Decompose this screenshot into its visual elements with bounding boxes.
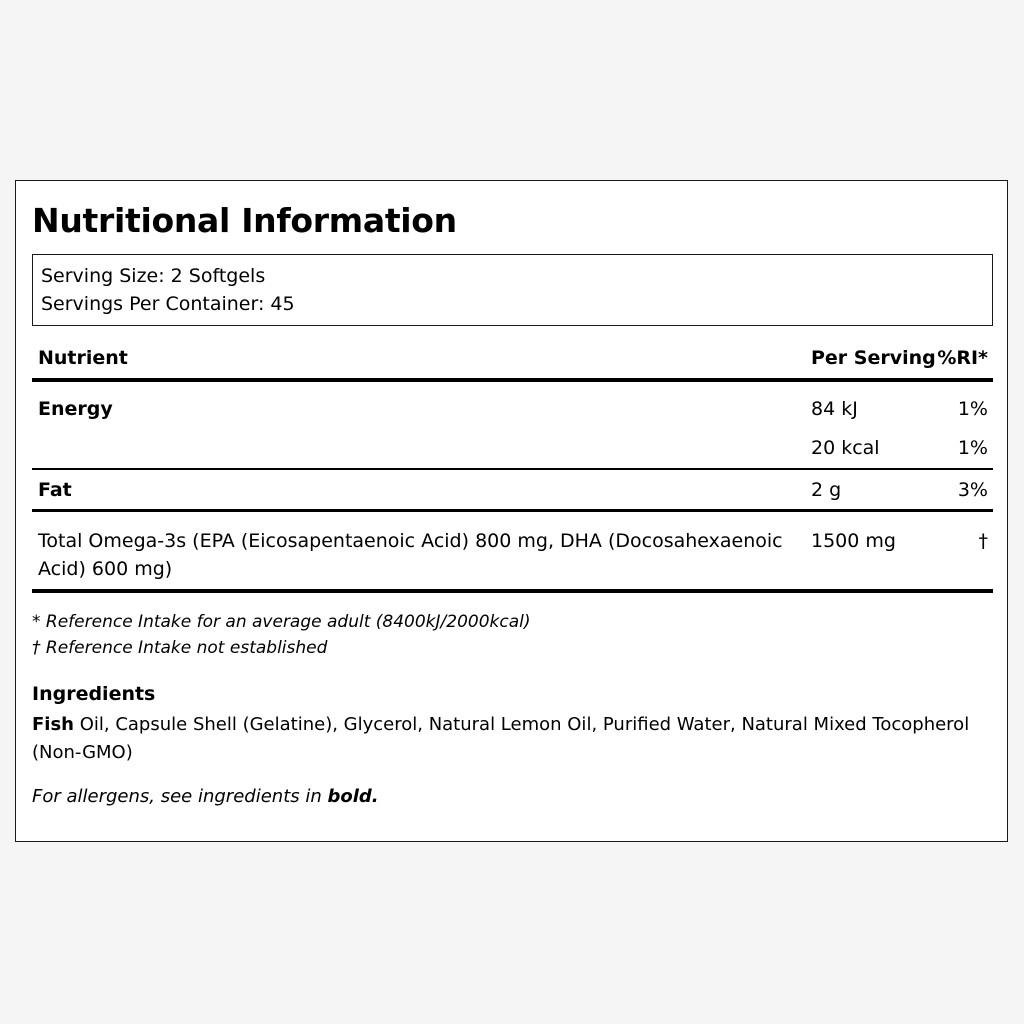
energy-kcal-value: 20 kcal [811,437,880,459]
ingredients-text [32,711,987,767]
energy-kcal-ri: 1% [957,437,988,459]
ingredients-heading: Ingredients [32,683,156,705]
header-ri: %RI* [937,347,988,369]
ri-footnote: * Reference Intake for an average adult (8400kJ/2000kcal) [32,612,531,632]
dagger-footnote: † Reference Intake not established [32,638,328,658]
fat-ri: 3% [957,479,988,501]
omega-ri: † [978,530,988,552]
page-title: Nutritional Information [32,201,457,240]
table-bottom-divider [32,589,993,593]
nutrition-panel [15,180,1008,842]
allergen-note [32,783,379,811]
fat-divider [32,509,993,512]
fat-value: 2 g [811,479,842,501]
omega-value: 1500 mg [811,530,896,552]
allergen-fish: Fish [32,714,74,735]
omega-label-line1: Total Omega-3s (EPA (Eicosapentaenoic Acid) 800 mg, DHA (Docosahexaenoic [38,530,783,552]
servings-per-container: Servings Per Container: 45 [41,293,295,315]
energy-divider [32,468,993,470]
energy-label: Energy [38,398,113,420]
allergen-note-prefix: For allergens, see ingredients in [32,786,328,807]
energy-kj-ri: 1% [957,398,988,420]
header-nutrient: Nutrient [38,347,128,369]
allergen-note-bold: bold. [327,786,379,807]
ingredients-rest: Oil, Capsule Shell (Gelatine), Glycerol, Natural Lemon Oil, Purified Water, Natural Mixed Tocopherol (Non-GMO) [32,714,970,763]
header-divider [32,378,993,382]
header-per-serving: Per Serving [811,347,936,369]
serving-info-box [32,254,993,326]
serving-size: Serving Size: 2 Softgels [41,265,266,287]
fat-label: Fat [38,479,72,501]
omega-label-line2: Acid) 600 mg) [38,558,173,580]
energy-kj-value: 84 kJ [811,398,858,420]
